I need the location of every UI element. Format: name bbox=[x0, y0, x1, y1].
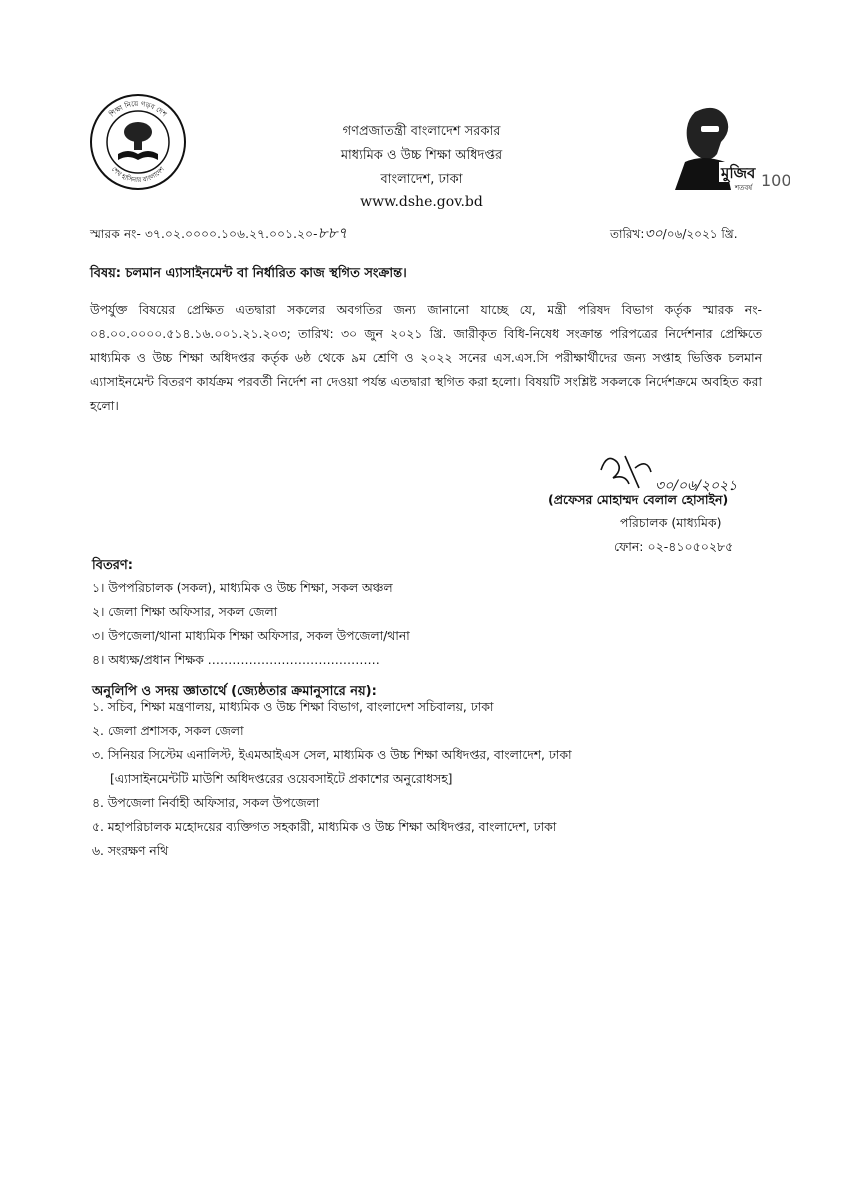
memo-number bbox=[90, 222, 348, 247]
list-item: ২। জেলা শিক্ষা অফিসার, সকল জেলা bbox=[92, 605, 278, 619]
signature-date: ৩০/০৬/২০২১ bbox=[655, 478, 738, 494]
list-item: ১. সচিব, শিক্ষা মন্ত্রণালয়, মাধ্যমিক ও উচ্চ শিক্ষা বিভাগ, বাংলাদেশ সচিবালয়, ঢাকা bbox=[92, 700, 494, 714]
svg-text:শেখ হাসিনার বাংলাদেশ: শেখ হাসিনার বাংলাদেশ bbox=[109, 165, 167, 185]
list-item: ৪। অধ্যক্ষ/প্রধান শিক্ষক …………………………………… bbox=[92, 653, 380, 667]
body-paragraph: উপর্যুক্ত বিষয়ের প্রেক্ষিত এতদ্বারা সকলের অবগতির জন্য জানানো যাচ্ছে যে, মন্ত্রী পরিষদ বিভাগ কর্তৃক স্মারক নং- ০৪.০০.০০০০.৫১৪.১৬.০০১.২১.২০৩; তারিখ: ৩০ জুন ২০২১ খ্রি. জারীকৃত বিধি-নিষেধ সংক্রান্ত পরিপত্রের নির্দেশনার প্রেক্ষিতে মাধ্যমিক ও উচ্চ শিক্ষা অধিদপ্তর কর্তৃক ৬ষ্ঠ থেকে ৯ম শ্রেণি ও ২০২২ সনের এস.এস.সি পরীক্ষার্থীদের জন্য সপ্তাহ ভিত্তিক চলমান এ্যাসাইনমেন্ট বিতরণ কার্যক্রম পরবর্তী নির্দেশ না দেওয়া পর্যন্ত এতদ্বারা স্থগিত করা হলো। বিষয়টি সংশ্লিষ্ট সকলকে নির্দেশক্রমে অবহিত করা হলো। bbox=[90, 302, 762, 413]
list-item bbox=[92, 743, 572, 791]
logo-number: 100 bbox=[761, 171, 790, 190]
list-item: ৩। উপজেলা/থানা মাধ্যমিক শিক্ষা অফিসার, সকল উপজেলা/থানা bbox=[92, 629, 410, 643]
cc-list bbox=[92, 695, 572, 863]
memo-label: স্মারক নং- ৩৭.০২.০০০০.১০৬.২৭.০০১.২০- bbox=[90, 227, 318, 241]
cc-title: অনুলিপি ও সদয় জ্ঞাতার্থে (জ্যেষ্ঠতার ক্রমানুসারে নয়): bbox=[92, 684, 377, 699]
list-item-text: ৩. সিনিয়র সিস্টেম এনালিস্ট, ইএমআইএস সেল, মাধ্যমিক ও উচ্চ শিক্ষা অধিদপ্তর, বাংলাদেশ, ঢাকা bbox=[92, 748, 572, 762]
distribution-list bbox=[92, 576, 410, 672]
signer-designation: পরিচালক (মাধ্যমিক) bbox=[620, 515, 722, 530]
logo-text-sub: শতবর্ষ bbox=[735, 184, 753, 192]
date-label: তারিখ: bbox=[610, 227, 645, 241]
list-item-note: [এ্যাসাইনমেন্টটি মাউশি অধিদপ্তরের ওয়েবসাইটে প্রকাশের অনুরোধসহ] bbox=[110, 772, 453, 786]
memo-handwritten-number: ৮৮৭ bbox=[317, 224, 348, 242]
list-item: ১। উপপরিচালক (সকল), মাধ্যমিক ও উচ্চ শিক্ষা, সকল অঞ্চল bbox=[92, 581, 393, 595]
date bbox=[610, 222, 738, 246]
list-item: ৪. উপজেলা নির্বাহী অফিসার, সকল উপজেলা bbox=[92, 796, 320, 810]
list-item: ৬. সংরক্ষণ নথি bbox=[92, 844, 169, 858]
signature bbox=[595, 448, 785, 496]
date-handwritten-day: ৩০ bbox=[644, 226, 663, 242]
date-rest: /০৬/২০২১ খ্রি. bbox=[662, 227, 738, 241]
location: বাংলাদেশ, ঢাকা bbox=[380, 172, 463, 187]
govt-name: গণপ্রজাতন্ত্রী বাংলাদেশ সরকার bbox=[342, 124, 501, 139]
directorate-name: মাধ্যমিক ও উচ্চ শিক্ষা অধিদপ্তর bbox=[340, 148, 503, 163]
list-item: ৫. মহাপরিচালক মহোদয়ের ব্যক্তিগত সহকারী, মাধ্যমিক ও উচ্চ শিক্ষা অধিদপ্তর, বাংলাদেশ, ঢাকা bbox=[92, 820, 557, 834]
distribution-title: বিতরণ: bbox=[92, 558, 133, 573]
mujib-borsho-logo bbox=[655, 102, 790, 194]
website-link[interactable]: www.dshe.gov.bd bbox=[360, 194, 483, 210]
svg-text:শিক্ষা নিয়ে গড়ব দেশ: শিক্ষা নিয়ে গড়ব দেশ bbox=[108, 99, 169, 119]
logo-text-main: মুজিব bbox=[721, 164, 756, 182]
signer-phone: ফোন: ০২-৪১০৫০২৮৫ bbox=[614, 539, 734, 554]
subject-line: বিষয়: চলমান এ্যাসাইনমেন্ট বা নির্ধারিত কাজ স্থগিত সংক্রান্ত। bbox=[90, 266, 407, 281]
signer-name: (প্রফেসর মোহাম্মদ বেলাল হোসাইন) bbox=[548, 492, 729, 507]
list-item: ২. জেলা প্রশাসক, সকল জেলা bbox=[92, 724, 244, 738]
